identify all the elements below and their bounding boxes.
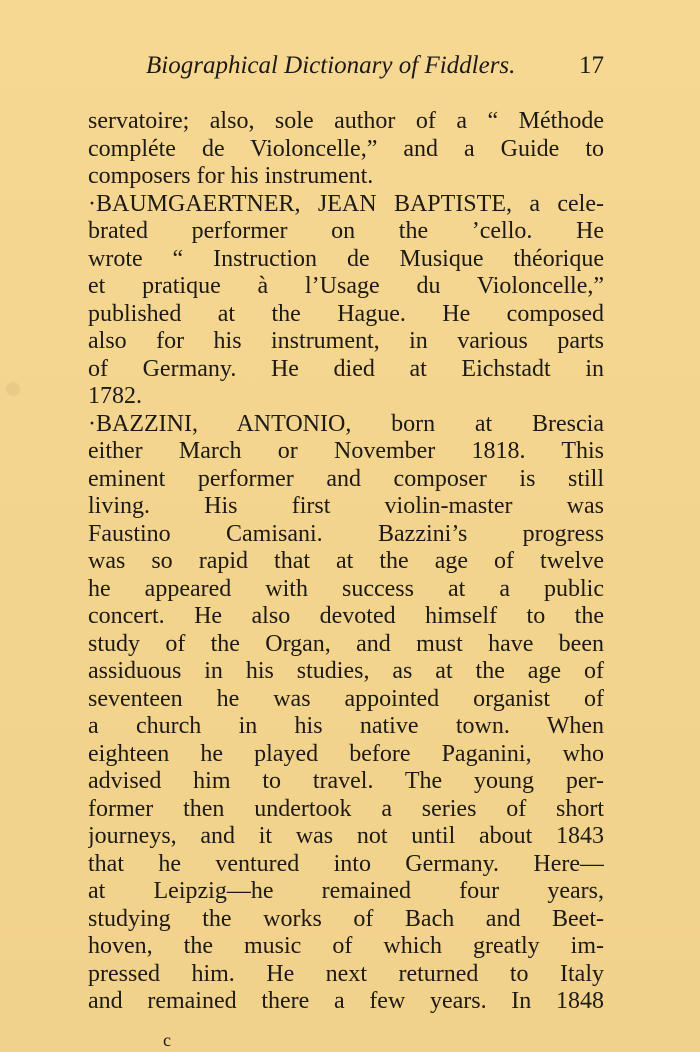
- text-line: that he ventured into Germany. Here—: [88, 850, 604, 877]
- text-line: he appeared with success at a public: [88, 575, 604, 602]
- text-line: compléte de Violoncelle,” and a Guide to: [88, 135, 604, 162]
- text-line: hoven, the music of which greatly im-: [88, 933, 604, 959]
- text-line: studying the works of Bach and Beet-: [88, 905, 604, 932]
- text-line: was so rapid that at the age of twelve: [88, 548, 604, 574]
- text-line: former then undertook a series of short: [88, 795, 604, 822]
- text-line: seventeen he was appointed organist of: [88, 685, 604, 712]
- text-line: brated performer on the ’cello. He: [88, 218, 604, 244]
- text-line: assiduous in his studies, as at the age of: [88, 658, 604, 684]
- paper-stain: [6, 382, 20, 396]
- text-line: also for his instrument, in various parts: [88, 328, 604, 354]
- text-line: and remained there a few years. In 1848: [88, 988, 604, 1014]
- text-line: pressed him. He next returned to Italy: [88, 960, 604, 987]
- entry-heading-line: ·BAUMGAERTNER, JEAN BAPTISTE, a cele-: [88, 190, 604, 217]
- text-line: either March or November 1818. This: [88, 438, 604, 464]
- page-header: [0, 48, 700, 88]
- text-line: eighteen he played before Paganini, who: [88, 740, 604, 767]
- text-line: published at the Hague. He composed: [88, 300, 604, 327]
- text-line: at Leipzig—he remained four years,: [88, 878, 604, 904]
- text-line: advised him to travel. The young per-: [88, 768, 604, 794]
- text-line: concert. He also devoted himself to the: [88, 603, 604, 629]
- text-line: wrote “ Instruction de Musique théorique: [88, 245, 604, 272]
- text-line: servatoire; also, sole author of a “ Méthode: [88, 108, 604, 134]
- text-line: of Germany. He died at Eichstadt in: [88, 355, 604, 382]
- text-line: living. His first violin-master was: [88, 493, 604, 519]
- text-line: eminent performer and composer is still: [88, 465, 604, 492]
- text-line: composers for his instrument.: [88, 163, 374, 189]
- entry-heading-line: ·BAZZINI, ANTONIO, born at Brescia: [88, 410, 604, 437]
- text-line: 1782.: [88, 383, 142, 409]
- text-line: a church in his native town. When: [88, 713, 604, 739]
- text-line: Faustino Camisani. Bazzini’s progress: [88, 520, 604, 547]
- running-title: Biographical Dictionary of Fiddlers.: [146, 52, 516, 79]
- text-line: et pratique à l’Usage du Violoncelle,”: [88, 273, 604, 299]
- signature-mark: c: [163, 1030, 171, 1050]
- page-number: 17: [579, 52, 604, 79]
- text-line: study of the Organ, and must have been: [88, 630, 604, 657]
- text-line: journeys, and it was not until about 1843: [88, 823, 604, 849]
- body-text: [88, 108, 604, 1016]
